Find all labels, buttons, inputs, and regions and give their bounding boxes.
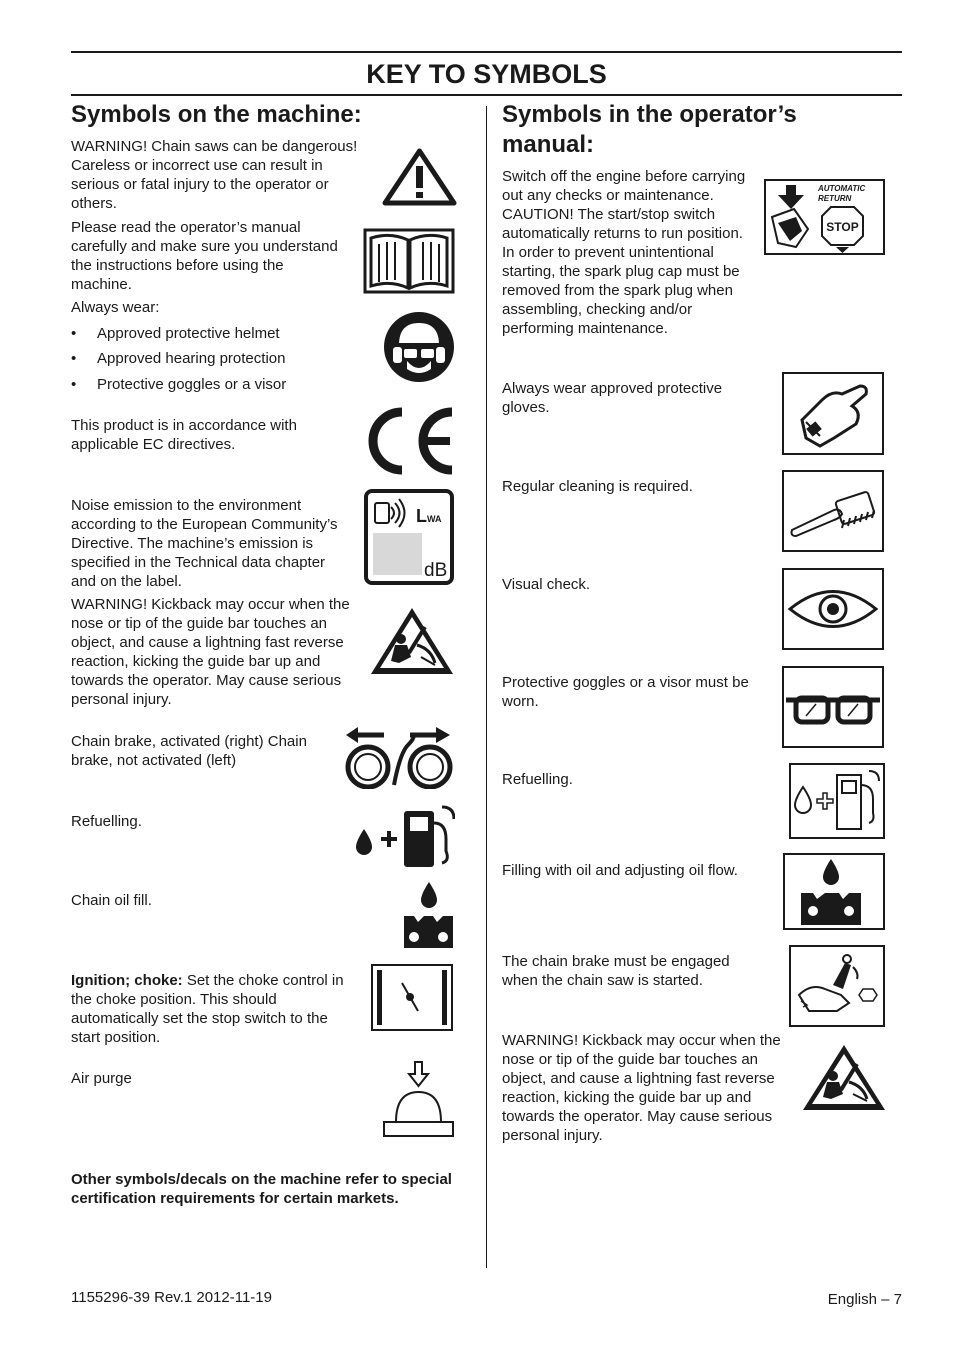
air-purge-bulb-icon [382,1060,455,1140]
open-book-icon [363,228,455,294]
column-divider [486,106,487,1268]
automatic-label: AUTOMATIC [818,184,866,193]
kickback-text-left: WARNING! Kickback may occur when the nose or tip of the guide bar touches an object, and cause a lightning fast reverse reaction, kicking the guide bar up and towards the operator. May cause serious personal injury. [71,596,350,708]
kickback-warning-icon [369,605,455,676]
visual-check-text: Visual check. [502,576,591,593]
automatic-return-stop-icon [764,179,885,255]
document-id: 1155296-39 Rev.1 2012-11-19 [71,1289,272,1306]
db-label: dB [424,560,448,581]
page-title: KEY TO SYMBOLS [366,59,607,89]
brake-engaged-text: The chain brake must be engaged when the chain saw is started. [502,953,730,989]
oil-flow-text: Filling with oil and adjusting oil flow. [502,862,738,879]
lwa-sub-label: WA [427,514,442,524]
ignition-desc: Set the choke control in the choke position. This should automatically set the stop switch to the start position. [71,972,344,1046]
noise-emission-icon [364,489,454,585]
eye-icon [782,568,884,650]
ce-mark-icon [362,406,456,476]
fuel-pump-icon [354,803,455,869]
choke-control-icon [370,963,454,1032]
refuelling-text-left: Refuelling. [71,813,142,830]
top-rule [71,51,902,53]
right-heading: Symbols in the operator’s manual: [502,101,797,158]
cleaning-text: Regular cleaning is required. [502,478,693,495]
left-heading: Symbols on the machine: [71,101,362,128]
chain-brake-icon [342,723,455,789]
chain-oil-icon [402,882,455,950]
always-wear-text: Always wear: [71,299,160,316]
gloves-text: Always wear approved protective gloves. [502,380,723,416]
chain-brake-text: Chain brake, activated (right) Chain brake, not activated (left) [71,733,307,769]
cleaning-brush-icon [782,470,884,552]
kickback-warning-icon-right [801,1042,887,1112]
warning-text: WARNING! Chain saws can be dangerous! Careless or incorrect use can result in serious or fatal injury to the operator or others. [71,138,358,212]
protective-gloves-icon [782,372,884,455]
helmet-hearing-goggles-icon [383,311,455,383]
goggles-icon [782,666,884,748]
page-number: English – 7 [827,1291,902,1308]
brake-start-icon [789,945,885,1027]
lwa-label: L [416,506,427,526]
switch-off-text: Switch off the engine before carrying out any checks or maintenance. CAUTION! The start/stop switch automatically returns to run position. In order to prevent unintentional starting, the spark plug cap must be removed from the spark plug when assembling, checking and/or performing maintenance. [502,168,746,337]
stop-label: STOP [826,220,859,234]
warning-triangle-icon [382,148,457,206]
other-symbols-note: Other symbols/decals on the machine refer to special certification requirements for certain markets. [71,1171,452,1207]
oil-fill-icon [783,853,885,930]
ignition-text [71,971,353,1047]
ec-text: This product is in accordance with applicable EC directives. [71,417,297,453]
noise-text: Noise emission to the environment according to the European Community’s Directive. The machine’s emission is specified in the Technical data chapter and on the label. [71,497,338,590]
refuelling-text-right: Refuelling. [502,771,573,788]
air-purge-text: Air purge [71,1070,132,1087]
ignition-label: Ignition; choke: [71,972,183,989]
chain-oil-text: Chain oil fill. [71,892,152,909]
fuel-pump-outline-icon [789,763,885,839]
title-rule [71,94,902,96]
return-label: RETURN [818,194,852,203]
read-manual-text: Please read the operator’s manual carefully and make sure you understand the instructions before using the machine. [71,219,338,293]
kickback-text-right: WARNING! Kickback may occur when the nose or tip of the guide bar touches an object, and cause a lightning fast reverse reaction, kicking the guide bar up and towards the operator. May cause serious personal injury. [502,1032,781,1144]
goggles-text: Protective goggles or a visor must be worn. [502,674,749,710]
